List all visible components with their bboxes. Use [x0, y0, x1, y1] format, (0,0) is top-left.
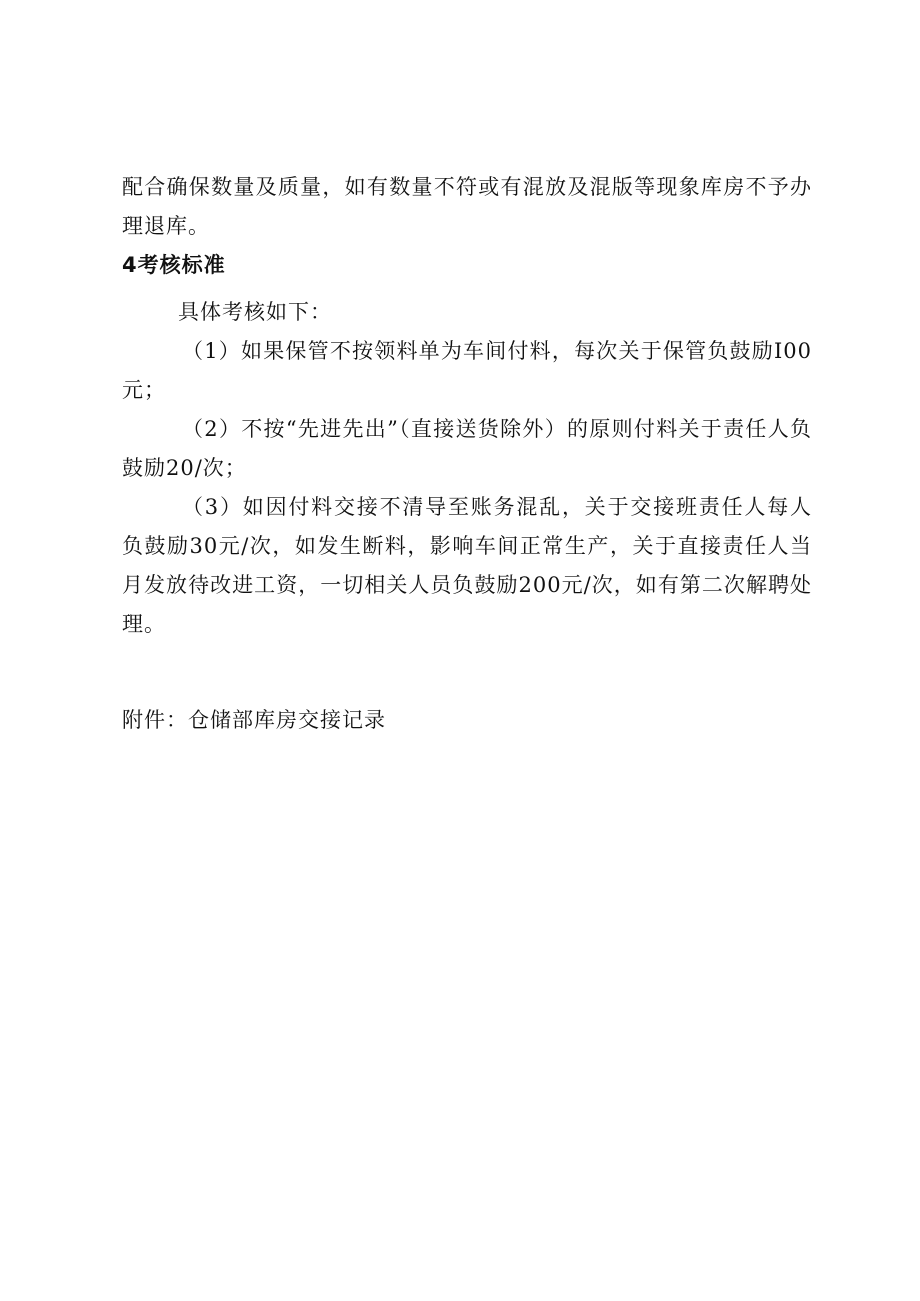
- list-item-2: （2）不按“先进先出”（直接送货除外）的原则付料关于责任人负鼓励20/次；: [122, 417, 812, 480]
- list-item-3: （3）如因付料交接不清导至账务混乱，关于交接班责任人每人负鼓励30元/次，如发生断料，影响车间正常生产，关于直接责任人当月发放待改进工资，一切相关人员负鼓励200元/次，如有第二次解聘处理。: [122, 495, 812, 636]
- document-body: [122, 168, 812, 644]
- attachment-line: 附件：仓储部库房交接记录: [122, 708, 386, 732]
- continuation-paragraph: 配合确保数量及质量，如有数量不符或有混放及混版等现象库房不予办理退库。: [122, 175, 812, 238]
- intro-paragraph: 具体考核如下：: [178, 300, 332, 324]
- list-item-1: （1）如果保管不按领料单为车间付料，每次关于保管负鼓励I00元；: [122, 339, 812, 402]
- section-heading: 4考核标准: [122, 253, 226, 277]
